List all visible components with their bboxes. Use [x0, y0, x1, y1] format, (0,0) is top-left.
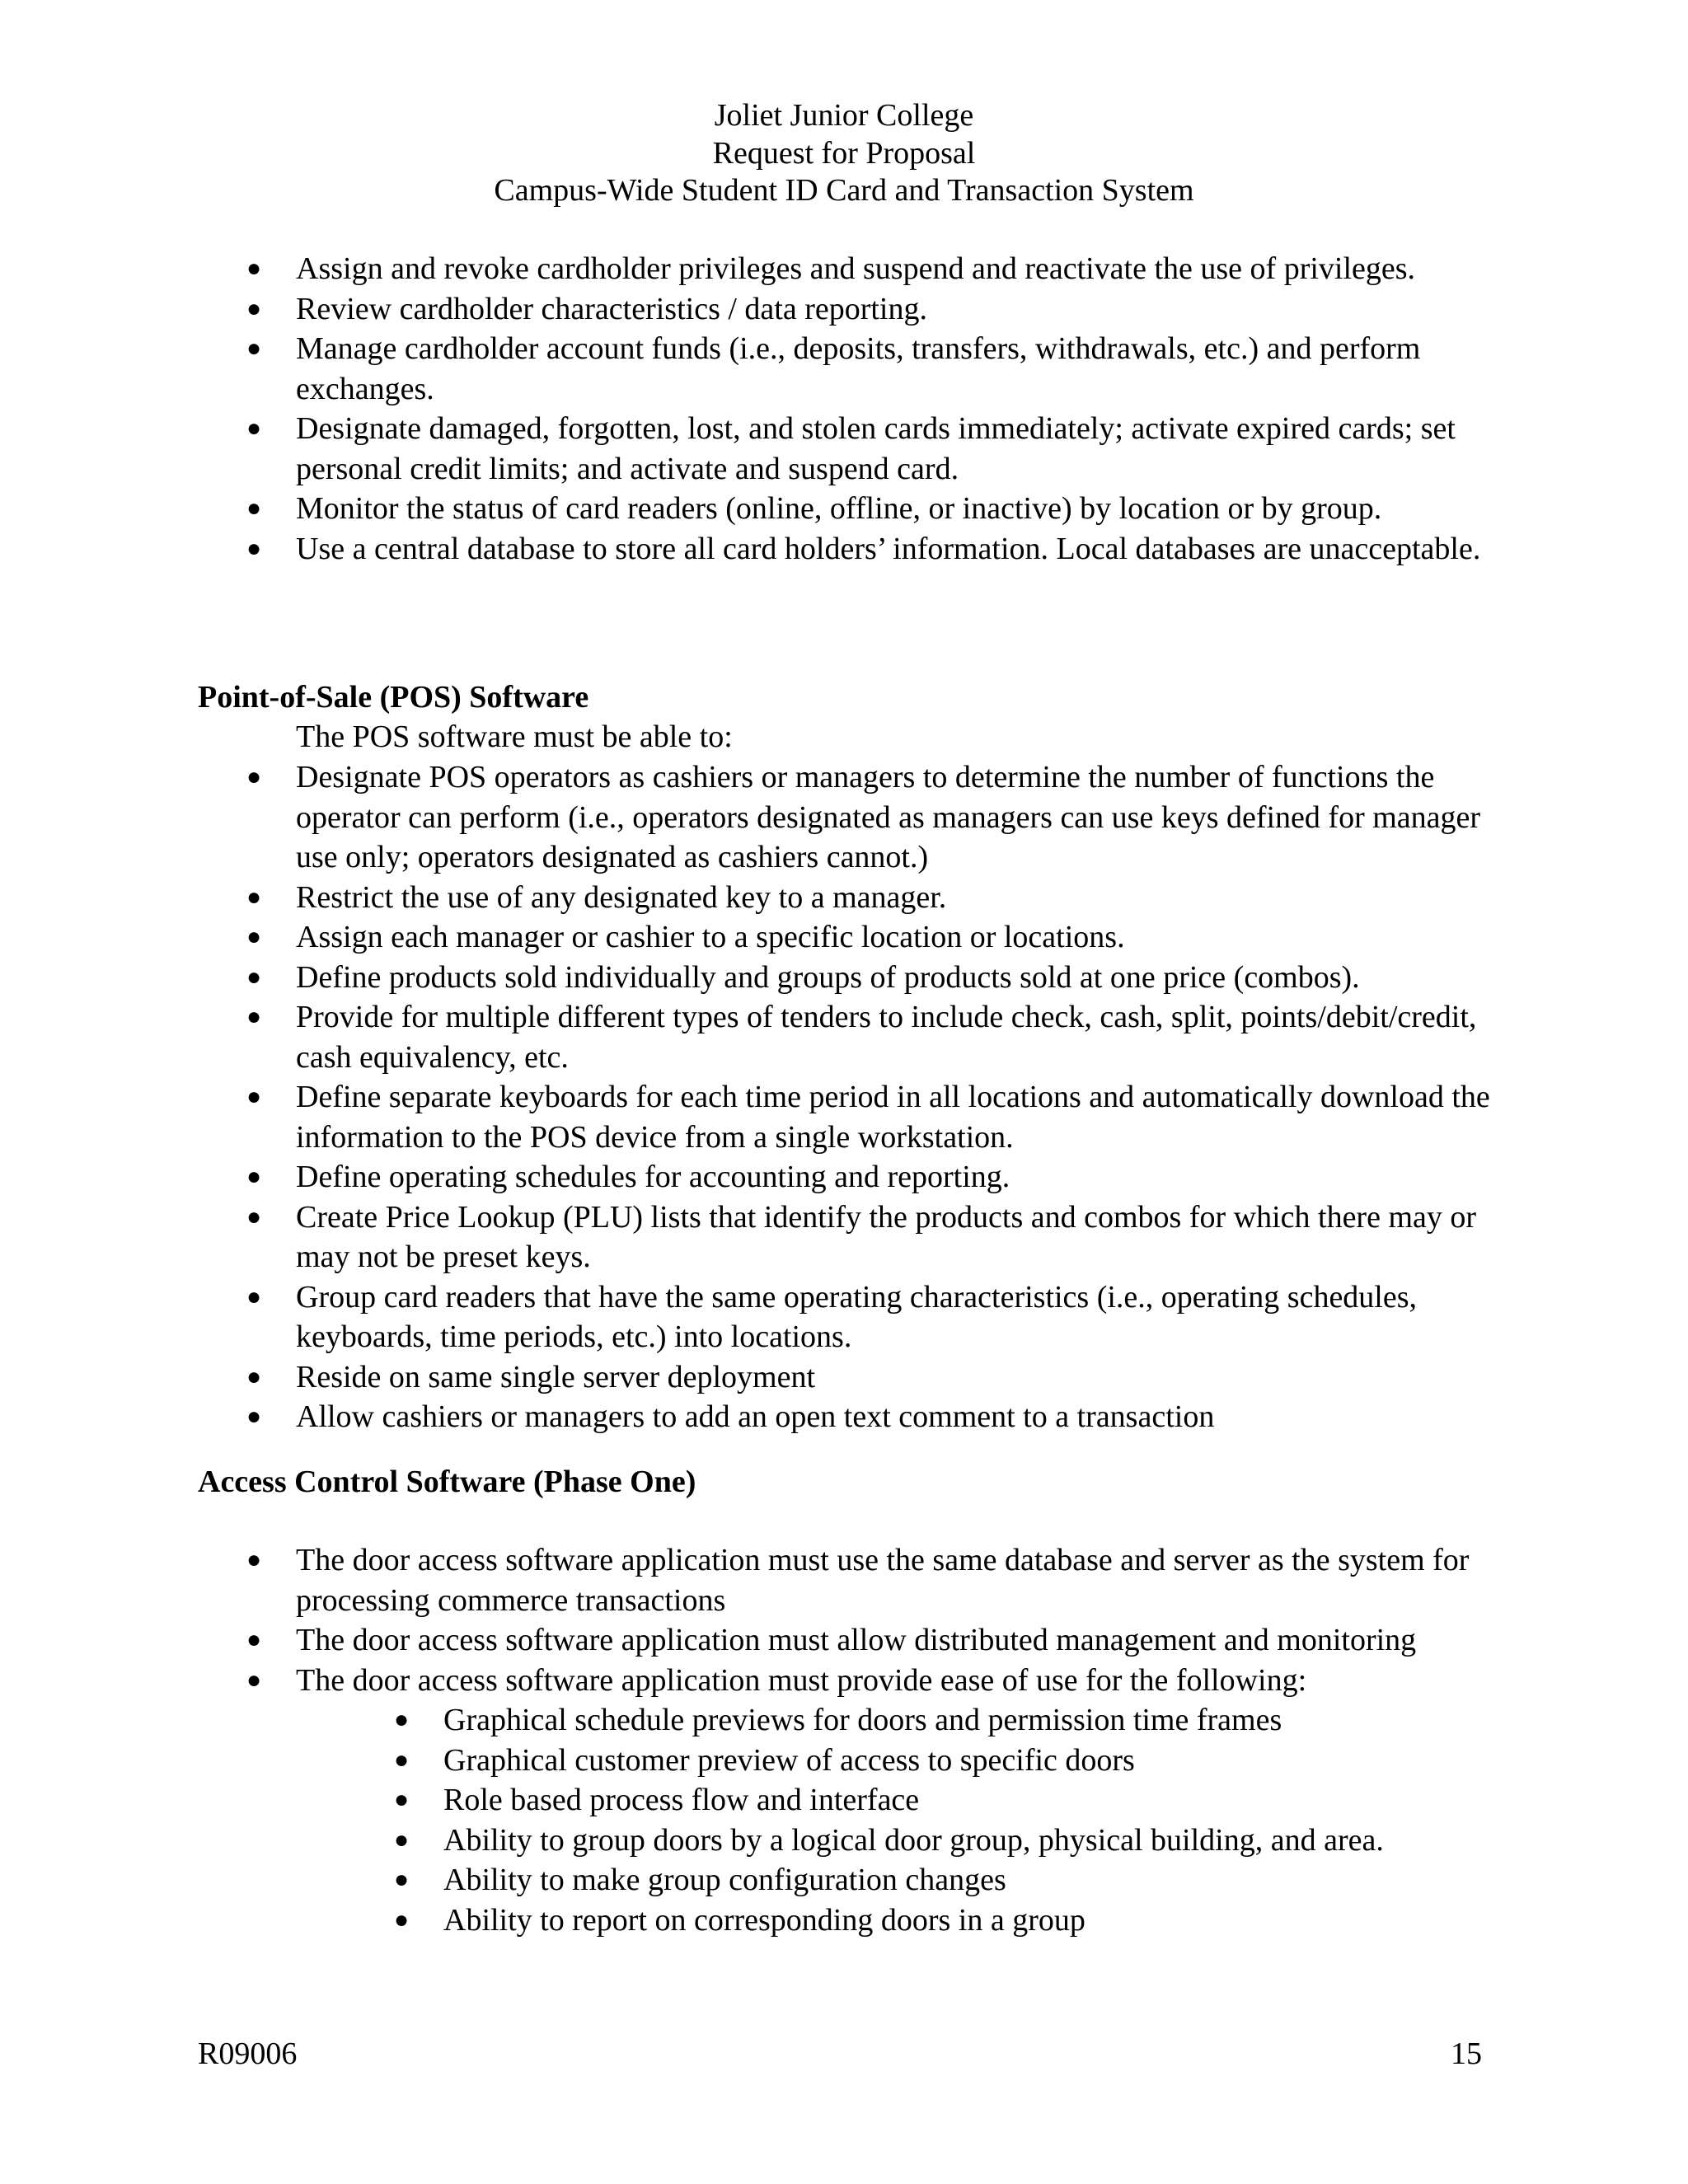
- list-item: ● Monitor the status of card readers (online, offline, or inactive) by location or by group.: [0, 489, 1688, 529]
- bullet-icon: ●: [246, 1202, 262, 1230]
- list-item: ● Restrict the use of any designated key to a manager.: [0, 878, 1688, 918]
- list-item: ● Define operating schedules for accounting and reporting.: [0, 1157, 1688, 1197]
- pos-section-heading: Point-of-Sale (POS) Software: [198, 680, 589, 715]
- list-item: ● The door access software application must provide ease of use for the following:: [0, 1661, 1688, 1701]
- list-item: ● Assign each manager or cashier to a specific location or locations.: [0, 917, 1688, 958]
- list-item: ● Ability to group doors by a logical door group, physical building, and area.: [0, 1821, 1688, 1861]
- list-item: ● Allow cashiers or managers to add an open text comment to a transaction: [0, 1397, 1688, 1437]
- list-item: ● Ability to report on corresponding doors in a group: [0, 1900, 1688, 1941]
- admin-bullet-list: [0, 249, 1688, 569]
- list-item: ● Define separate keyboards for each time period in all locations and automatically download the information to the POS device from a single workstation.: [0, 1077, 1688, 1157]
- bullet-icon: ●: [246, 534, 262, 562]
- list-item: ● Graphical customer preview of access to specific doors: [0, 1741, 1688, 1781]
- access-bullet-list: [0, 1540, 1688, 1700]
- bullet-icon: ●: [394, 1786, 410, 1813]
- bullet-icon: ●: [246, 1282, 262, 1310]
- bullet-icon: ●: [246, 1403, 262, 1430]
- list-item: ● Review cardholder characteristics / data reporting.: [0, 289, 1688, 330]
- bullet-icon: ●: [246, 1666, 262, 1694]
- list-item: ● Create Price Lookup (PLU) lists that identify the products and combos for which there may or may not be preset keys.: [0, 1197, 1688, 1277]
- list-item: ● Role based process flow and interface: [0, 1780, 1688, 1821]
- bullet-icon: ●: [246, 1626, 262, 1653]
- pos-intro: The POS software must be able to:: [296, 719, 733, 754]
- document-header: [0, 97, 1688, 210]
- list-item: ● Ability to make group configuration changes: [0, 1860, 1688, 1900]
- list-item: ● The door access software application must allow distributed management and monitoring: [0, 1620, 1688, 1661]
- bullet-icon: ●: [394, 1825, 410, 1854]
- header-project-title: Campus-Wide Student ID Card and Transaction System: [494, 173, 1194, 208]
- pos-bullet-list: [0, 757, 1688, 1437]
- bullet-icon: ●: [246, 415, 262, 442]
- bullet-icon: ●: [246, 1083, 262, 1110]
- bullet-icon: ●: [246, 1163, 262, 1190]
- bullet-icon: ●: [394, 1905, 410, 1933]
- list-item: ● Provide for multiple different types of tenders to include check, cash, split, points/debit/credit, cash equivalency, etc.: [0, 997, 1688, 1077]
- list-item: ● The door access software application must use the same database and server as the system for processing commerce transactions: [0, 1540, 1688, 1620]
- bullet-icon: ●: [394, 1866, 410, 1893]
- bullet-icon: ●: [394, 1706, 410, 1733]
- bullet-icon: ●: [246, 963, 262, 991]
- bullet-icon: ●: [394, 1746, 410, 1774]
- footer-doc-id: R09006: [198, 2036, 298, 2071]
- bullet-icon: ●: [246, 1362, 262, 1390]
- footer-page-number: 15: [1451, 2036, 1482, 2071]
- bullet-icon: ●: [246, 255, 262, 282]
- bullet-icon: ●: [246, 763, 262, 790]
- bullet-icon: ●: [246, 335, 262, 362]
- bullet-icon: ●: [246, 294, 262, 322]
- list-item: ● Manage cardholder account funds (i.e., deposits, transfers, withdrawals, etc.) and perform exchanges.: [0, 329, 1688, 409]
- bullet-icon: ●: [246, 1546, 262, 1573]
- list-item: ● Designate POS operators as cashiers or managers to determine the number of functions the operator can perform (i.e., operators designated as managers can use keys defined for manager use only; operators designated as cashiers cannot.): [0, 757, 1688, 878]
- bullet-icon: ●: [246, 494, 262, 522]
- bullet-icon: ●: [246, 923, 262, 950]
- list-item: ● Designate damaged, forgotten, lost, and stolen cards immediately; activate expired cards; set personal credit limits; and activate and suspend card.: [0, 409, 1688, 489]
- bullet-icon: ●: [246, 883, 262, 911]
- list-item: ● Use a central database to store all card holders’ information. Local databases are unacceptable.: [0, 529, 1688, 569]
- header-institution: Joliet Junior College: [714, 98, 974, 133]
- header-doc-type: Request for Proposal: [712, 135, 976, 171]
- list-item: ● Graphical schedule previews for doors and permission time frames: [0, 1700, 1688, 1741]
- list-item: ● Define products sold individually and groups of products sold at one price (combos).: [0, 958, 1688, 998]
- access-sub-bullet-list: [0, 1700, 1688, 1940]
- bullet-icon: ●: [246, 1003, 262, 1030]
- list-item: ● Assign and revoke cardholder privileges and suspend and reactivate the use of privileges.: [0, 249, 1688, 289]
- list-item: ● Reside on same single server deployment: [0, 1357, 1688, 1398]
- list-item: ● Group card readers that have the same operating characteristics (i.e., operating schedules, keyboards, time periods, etc.) into locations.: [0, 1277, 1688, 1357]
- access-section-heading: Access Control Software (Phase One): [198, 1465, 696, 1499]
